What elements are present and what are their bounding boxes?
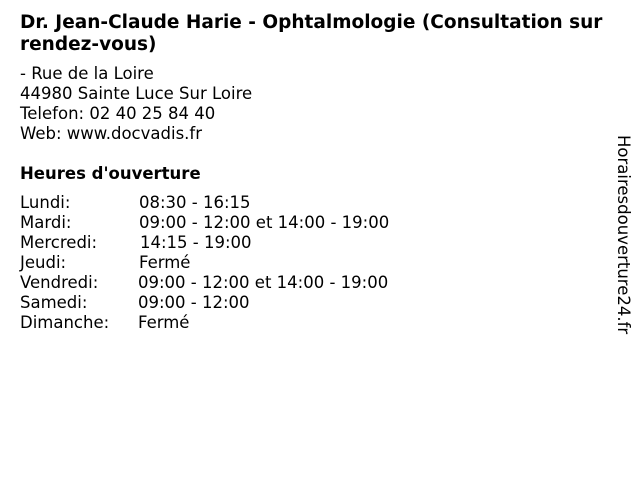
hours-row-dimanche	[20, 313, 580, 333]
day-label: Dimanche:	[20, 313, 110, 332]
day-hours: 09:00 - 12:00 et 14:00 - 19:00	[138, 273, 389, 292]
site-watermark: Horairesdouverture24.fr	[614, 135, 633, 335]
day-hours: Fermé	[139, 253, 191, 272]
day-hours: 09:00 - 12:00 et 14:00 - 19:00	[139, 213, 390, 232]
phone-number: Telefon: 02 40 25 84 40	[20, 104, 216, 123]
day-label: Mardi:	[20, 213, 72, 232]
hours-heading: Heures d'ouverture	[20, 164, 201, 183]
day-hours: 08:30 - 16:15	[139, 193, 251, 212]
day-label: Samedi:	[20, 293, 88, 312]
day-label: Vendredi:	[20, 273, 99, 292]
hours-table	[20, 193, 580, 333]
day-label: Jeudi:	[20, 253, 67, 272]
day-hours: 09:00 - 12:00	[138, 293, 250, 312]
day-label: Lundi:	[20, 193, 71, 212]
hours-row-jeudi	[20, 253, 580, 273]
day-hours: Fermé	[138, 313, 190, 332]
hours-row-mercredi	[20, 233, 580, 253]
address-block	[20, 64, 580, 144]
address-city: 44980 Sainte Luce Sur Loire	[20, 84, 253, 103]
day-label: Mercredi:	[20, 233, 98, 252]
day-hours: 14:15 - 19:00	[140, 233, 252, 252]
hours-row-mardi	[20, 213, 580, 233]
business-title: Dr. Jean-Claude Harie - Ophtalmologie (Consultation sur rendez-vous)	[20, 12, 603, 55]
hours-row-vendredi	[20, 273, 580, 293]
hours-row-samedi	[20, 293, 580, 313]
address-street: - Rue de la Loire	[20, 64, 154, 83]
website: Web: www.docvadis.fr	[20, 124, 202, 143]
hours-row-lundi	[20, 193, 580, 213]
